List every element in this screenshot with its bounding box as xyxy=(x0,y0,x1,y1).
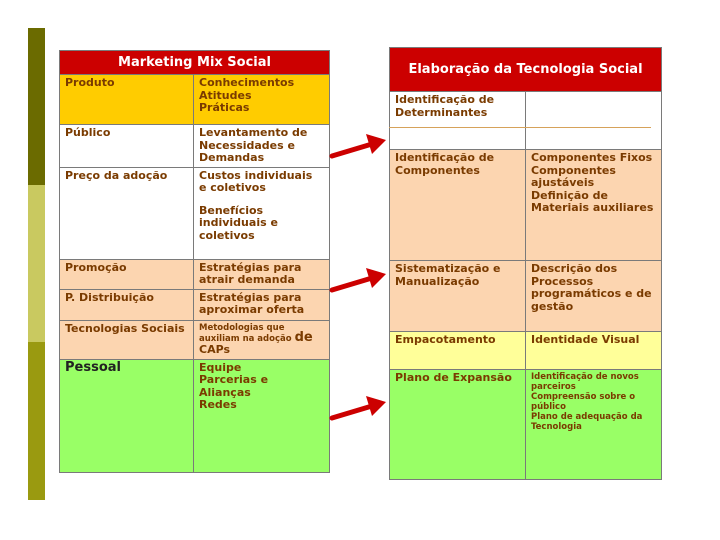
row-content-pessoal: Equipe Parcerias e Alianças Redes xyxy=(194,359,330,472)
row-label-promocao: Promoção xyxy=(60,259,194,289)
row-label-preco: Preço da adoção xyxy=(60,167,194,259)
table-row xyxy=(60,125,330,168)
row-content-empacotamento: Identidade Visual xyxy=(526,332,662,370)
row-label-componentes: Identificação de Componentes xyxy=(390,150,526,261)
connector-line xyxy=(389,127,651,128)
row-label-tecnologias: Tecnologias Sociais xyxy=(60,320,194,359)
table-row xyxy=(60,320,330,359)
table-row xyxy=(390,261,662,332)
marketing-mix-table xyxy=(59,50,330,473)
table-row xyxy=(60,259,330,289)
row-label-empacotamento: Empacotamento xyxy=(390,332,526,370)
right-arrow-icon xyxy=(328,128,390,162)
row-content-expansao: Identificação de novos parceiros Compreensão sobre o público Plano de adequação da Tecnologia xyxy=(526,370,662,480)
row-label-determinantes: Identificação de Determinantes xyxy=(390,92,526,150)
table-row xyxy=(60,289,330,320)
right-arrow-icon xyxy=(328,390,390,424)
row-label-publico: Público xyxy=(60,125,194,168)
table-row xyxy=(390,370,662,480)
row-label-produto: Produto xyxy=(60,75,194,125)
table-row xyxy=(60,167,330,259)
row-content-determinantes xyxy=(526,92,662,150)
row-content-publico: Levantamento de Necessidades e Demandas xyxy=(194,125,330,168)
row-content-sistematizacao: Descrição dos Processos programáticos e de gestão xyxy=(526,261,662,332)
side-bar-bottom xyxy=(28,342,45,500)
row-content-produto: Conhecimentos Atitudes Práticas xyxy=(194,75,330,125)
row-content-preco: Custos individuais e coletivos Benefícios individuais e coletivos xyxy=(194,167,330,259)
row-content-componentes: Componentes Fixos Componentes ajustáveis Definição de Materiais auxiliares xyxy=(526,150,662,261)
table-row xyxy=(60,359,330,472)
table-row xyxy=(390,332,662,370)
tecnologia-social-title: Elaboração da Tecnologia Social xyxy=(390,48,662,92)
side-bar-middle xyxy=(28,185,45,342)
row-content-distribuicao: Estratégias para aproximar oferta xyxy=(194,289,330,320)
side-bar-top xyxy=(28,28,45,185)
marketing-mix-title: Marketing Mix Social xyxy=(60,51,330,75)
tecnologia-social-table xyxy=(389,47,662,480)
row-content-promocao: Estratégias para atrair demanda xyxy=(194,259,330,289)
table-row xyxy=(60,75,330,125)
right-arrow-icon xyxy=(328,262,390,296)
table-row xyxy=(390,150,662,261)
row-label-sistematizacao: Sistematização e Manualização xyxy=(390,261,526,332)
row-label-distribuicao: P. Distribuição xyxy=(60,289,194,320)
row-content-tecnologias: Metodologias que auxiliam na adoção de CAPs xyxy=(194,320,330,359)
row-label-expansao: Plano de Expansão xyxy=(390,370,526,480)
row-label-pessoal: Pessoal xyxy=(60,359,194,472)
table-row xyxy=(390,92,662,150)
